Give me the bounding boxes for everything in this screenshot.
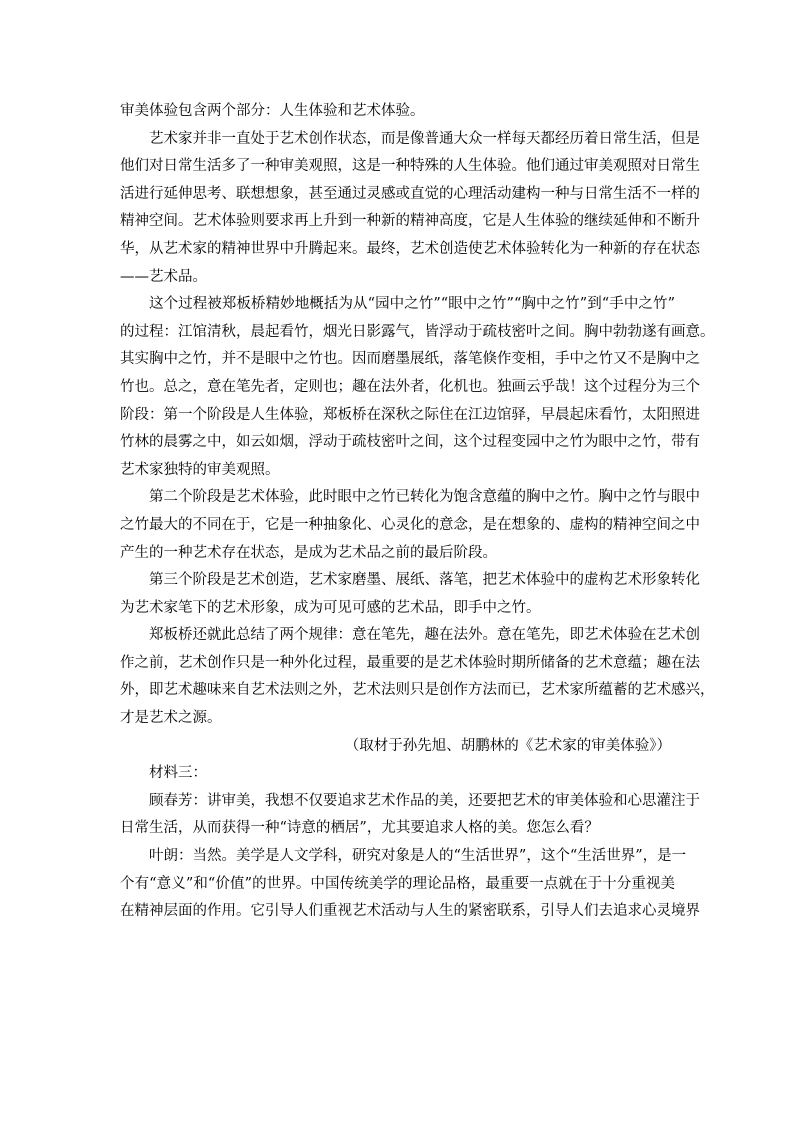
- text-line-10: 其实胸中之竹，并不是眼中之竹也。因而磨墨展纸，落笔倏作变相，手中之竹又不是胸中之: [120, 351, 700, 368]
- text-line-22: 外，即艺术趣味来自艺术法则之外，艺术法则只是创作方法而已，艺术家所蕴蓄的艺术感兴，: [120, 682, 715, 699]
- text-line-27: 日常生活，从而获得一种“诗意的栖居”，尤其要追求人格的美。您怎么看？: [120, 820, 599, 837]
- document-page: [120, 98, 715, 926]
- text-line-26: 顾春芳：讲审美，我想不仅要追求艺术作品的美，还要把艺术的审美体验和心思灌注于: [149, 792, 700, 809]
- text-line-7: ——艺术品。: [120, 268, 207, 285]
- text-line-18: 第三个阶段是艺术创造，艺术家磨墨、展纸、落笔，把艺术体验中的虚构艺术形象转化: [149, 572, 700, 589]
- text-line-1: 审美体验包含两个部分：人生体验和艺术体验。: [120, 103, 425, 119]
- text-line-9: 的过程：江馆清秋，晨起看竹，烟光日影露气，皆浮动于疏枝密叶之间。胸中勃勃遂有画意。: [120, 323, 715, 340]
- text-line-4: 活进行延伸思考、联想想象，甚至通过灵感或直觉的心理活动建构一种与日常生活不一样的: [120, 185, 700, 202]
- text-line-16: 之竹最大的不同在于，它是一种抽象化、心灵化的意念，是在想象的、虚构的精神空间之中: [120, 516, 700, 533]
- text-line-13: 竹林的晨雾之中，如云如烟，浮动于疏枝密叶之间，这个过程变园中之竹为眼中之竹，带有: [120, 434, 700, 451]
- text-line-11: 竹也。总之，意在笔先者，定则也；趣在法外者，化机也。独画云乎哉！这个过程分为三个: [120, 378, 700, 395]
- section-heading: 材料三：: [149, 765, 207, 782]
- text-line-28: 叶朗：当然。美学是人文学科，研究对象是人的“生活世界”，这个“生活世界”，是一: [149, 848, 687, 865]
- text-line-20: 郑板桥还就此总结了两个规律：意在笔先，趣在法外。意在笔先，即艺术体验在艺术创: [149, 627, 700, 644]
- text-line-21: 作之前，艺术创作只是一种外化过程，最重要的是艺术体验时期所储备的艺术意蕴；趣在法: [120, 654, 700, 671]
- text-line-17: 产生的一种艺术存在状态，是成为艺术品之前的最后阶段。: [120, 544, 497, 561]
- text-line-12: 阶段：第一个阶段是人生体验，郑板桥在深秋之际住在江边馆驿，早晨起床看竹，太阳照进: [120, 406, 700, 423]
- text-line-8: 这个过程被郑板桥精妙地概括为从“园中之竹”“眼中之竹”“胸中之竹”到“手中之竹”: [149, 296, 675, 313]
- text-line-5: 精神空间。艺术体验则要求再上升到一种新的精神高度，它是人生体验的继续延伸和不断升: [120, 213, 700, 230]
- text-line-2: 艺术家并非一直处于艺术创作状态，而是像普通大众一样每天都经历着日常生活，但是: [149, 130, 700, 147]
- text-line-3: 他们对日常生活多了一种审美观照，这是一种特殊的人生体验。他们通过审美观照对日常生: [120, 158, 700, 175]
- text-line-15: 第二个阶段是艺术体验，此时眼中之竹已转化为饱含意蕴的胸中之竹。胸中之竹与眼中: [149, 489, 700, 506]
- text-line-30: 在精神层面的作用。它引导人们重视艺术活动与人生的紧密联系，引导人们去追求心灵境界: [120, 903, 700, 920]
- source-citation: （取材于孙先旭、胡鹏林的《艺术家的审美体验》）: [344, 737, 671, 754]
- text-line-6: 华，从艺术家的精神世界中升腾起来。最终，艺术创造使艺术体验转化为一种新的存在状态: [120, 240, 700, 257]
- text-line-23: 才是艺术之源。: [120, 710, 222, 727]
- text-line-29: 个有“意义”和“价值”的世界。中国传统美学的理论品格，最重要一点就在于十分重视美: [120, 875, 675, 892]
- text-line-19: 为艺术家笔下的艺术形象，成为可见可感的艺术品，即手中之竹。: [120, 599, 541, 616]
- text-line-14: 艺术家独特的审美观照。: [120, 461, 280, 478]
